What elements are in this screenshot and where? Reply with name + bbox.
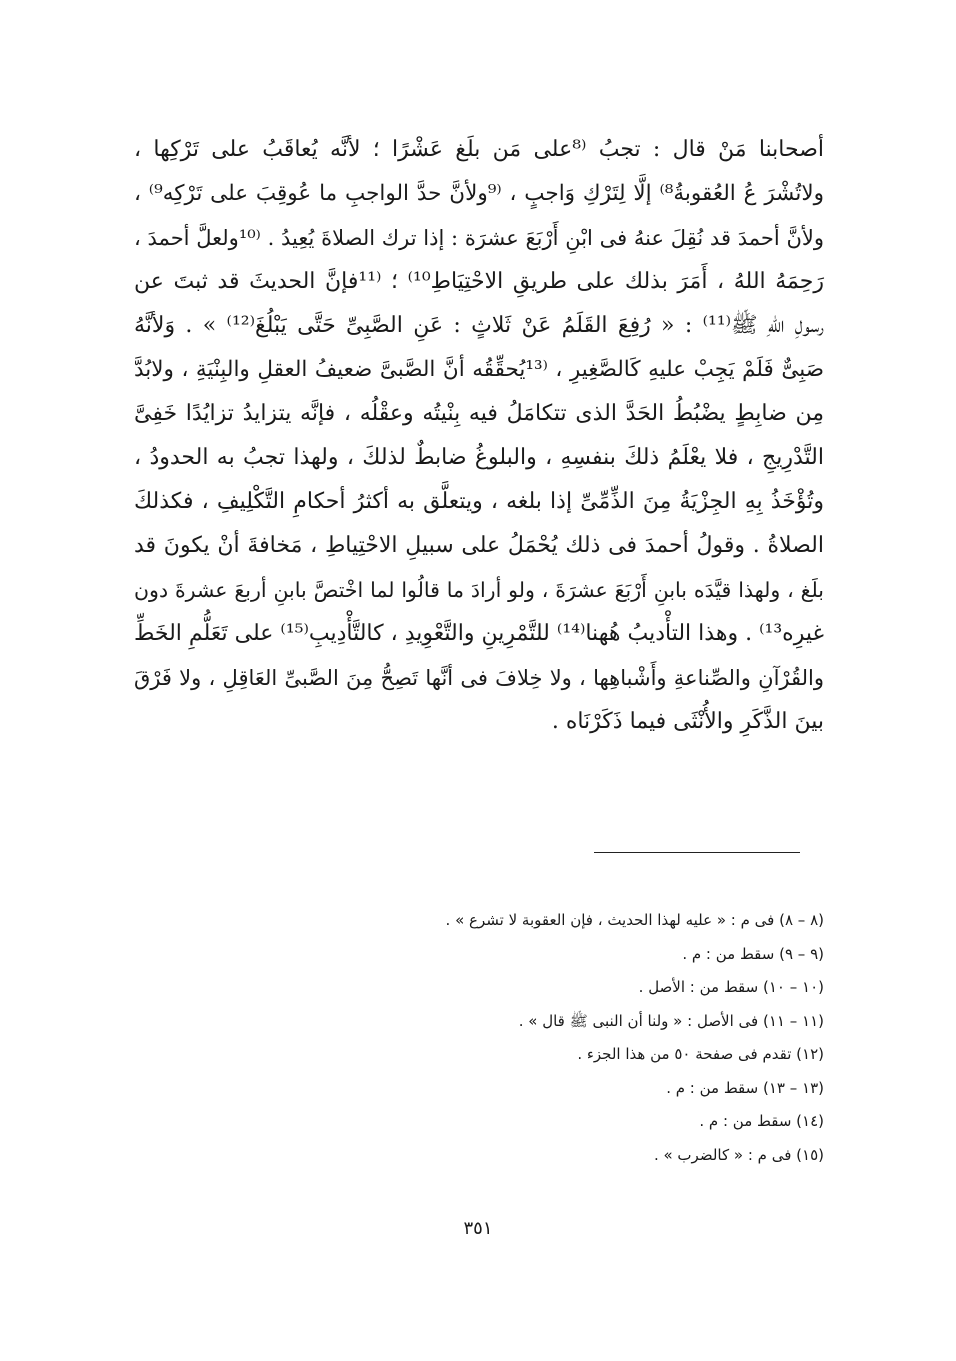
footnote: (١٣ – ١٣) سقط من : م . bbox=[666, 1078, 824, 1097]
footnote: (١٥) فى م : « كالضرب » . bbox=[653, 1145, 824, 1164]
text-line: بلَغ ، ولهذا قيَّدَه بابنِ أَرْبَعَ عشرَةَ ، ولو أرادَ ما قالُوا لما اخْتصَّ بابنِ أربعَ عشرةَ دون bbox=[134, 578, 824, 602]
footnotes bbox=[300, 904, 824, 1172]
footnote: (١٤) سقط من : م . bbox=[699, 1112, 824, 1130]
text-line: والقُرْآنِ والصِّناعةِ وأَشْباهِها ، ولا خِلافَ فى أنَّها تَصِحُّ مِنَ الصَّبىِّ العَاقِلِ ، ولا فَرْقَ bbox=[134, 666, 824, 690]
text-line: رَحِمَهُ اللهُ ، أَمَرَ بذلك على طريقِ الاحْتِيَاطِ¹⁰⁾ ؛ ⁽¹¹فإنَّ الحديثَ قد ثبتَ عن bbox=[134, 269, 824, 294]
main-text bbox=[134, 128, 824, 744]
text-line: مِن ضابِطٍ يضْبُطُ الحَدَّ الذى تتكامَلُ فيه بِنْيتُه وعقْلُه ، فإنَّه يتزايدُ تزايُدًا خَفِىَّ bbox=[134, 401, 824, 426]
text-line: صَبِىٌّ فَلَمْ يَجِبْ عليهِ كَالصَّغِيرِ ، ⁽¹³يُحقِّقُه أنَّ الصَّبىَّ ضعيفُ العقلِ والبِنْيَةِ ، ولابُدَّ bbox=[134, 357, 825, 382]
text-line: وتُؤْخَذُ بِهِ الجِزْيَةُ مِنَ الذِّمِّىِّ إذا بلغه ، ويتعلَّق به أكثرُ أحكامِ التَّكْلِيفِ ، فكذلكَ bbox=[134, 489, 824, 514]
footnote: (١٠ – ١٠) سقط من : الأصل . bbox=[638, 978, 824, 996]
footnote: (٨ – ٨) فى م : « عليه لهذا الحديث ، فإن العقوبة لا تشرع » . bbox=[445, 911, 824, 929]
footnote-separator bbox=[594, 852, 800, 853]
text-line: غيرِه¹³⁾ . وهذا التأْديبُ هُهنا⁽¹⁴⁾ للتَّمْرِينِ والتَّعْوِيدِ ، كالتَّأْدِيبِ⁽¹⁵⁾ على تَعَلُّمِ الخَطِّ bbox=[134, 621, 824, 646]
text-line: أصحابنا مَنْ قال : تجبُ ⁽⁸على مَن بلَغ عَشْرًا ؛ لأنَّه يُعاقَبُ على تَرْكِها ، bbox=[134, 137, 825, 162]
footnote: (١١ – ١١) فى الأصل : « ولنا أن النبى ﷺ قال » . bbox=[518, 1011, 824, 1030]
text-line: رسولِ اللهِ ﷺ⁽¹¹⁾ : « رُفِعَ القَلَمُ عَنْ ثَلاثٍ : عَنِ الصَّبِىِّ حَتَّى يَبْلُغَ⁽¹²⁾ » . وَلأنَّهُ bbox=[134, 313, 824, 338]
text-line: الصلاةُ . وقولُ أحمدَ فى ذلك يُحْمَلُ على سبيلِ الاحْتِياطِ ، مَخافةَ أنْ يكونَ قد bbox=[134, 533, 824, 558]
footnote: (١٢) تقدم فى صفحة ٥٠ من هذا الجزء . bbox=[577, 1045, 824, 1063]
text-line: بينَ الذَّكَرِ والأُنْثَى فيما ذَكَرْنَاه . bbox=[551, 709, 824, 734]
text-line: ولأنَّ أحمدَ قد نُقِلَ عنهُ فى ابْنِ أَرْبَعَ عشرَة : إذا ترك الصلاةَ يُعِيدُ . ⁽¹⁰ولعلَّ أحمدَ ، bbox=[134, 226, 824, 250]
page-number: ٣٥١ bbox=[463, 1218, 493, 1239]
text-line: التَّدْرِيجِ ، فلا يعْلَمُ ذلكَ بنفسِهِ ، والبلوغُ ضابطٌ لذلكَ ، ولهذا تجبُ به الحدودُ ، bbox=[134, 445, 824, 470]
footnote: (٩ – ٩) سقط من : م . bbox=[682, 944, 824, 963]
text-line: ولاتُشْرَ عُ العُقوبةُ⁸⁾ إلَّا لِتَرْكِ وَاجبٍ ، ⁽⁹ولأنَّ حدَّ الواجبِ ما عُوقِبَ على تَرْكِه⁹⁾ ، bbox=[134, 181, 824, 206]
